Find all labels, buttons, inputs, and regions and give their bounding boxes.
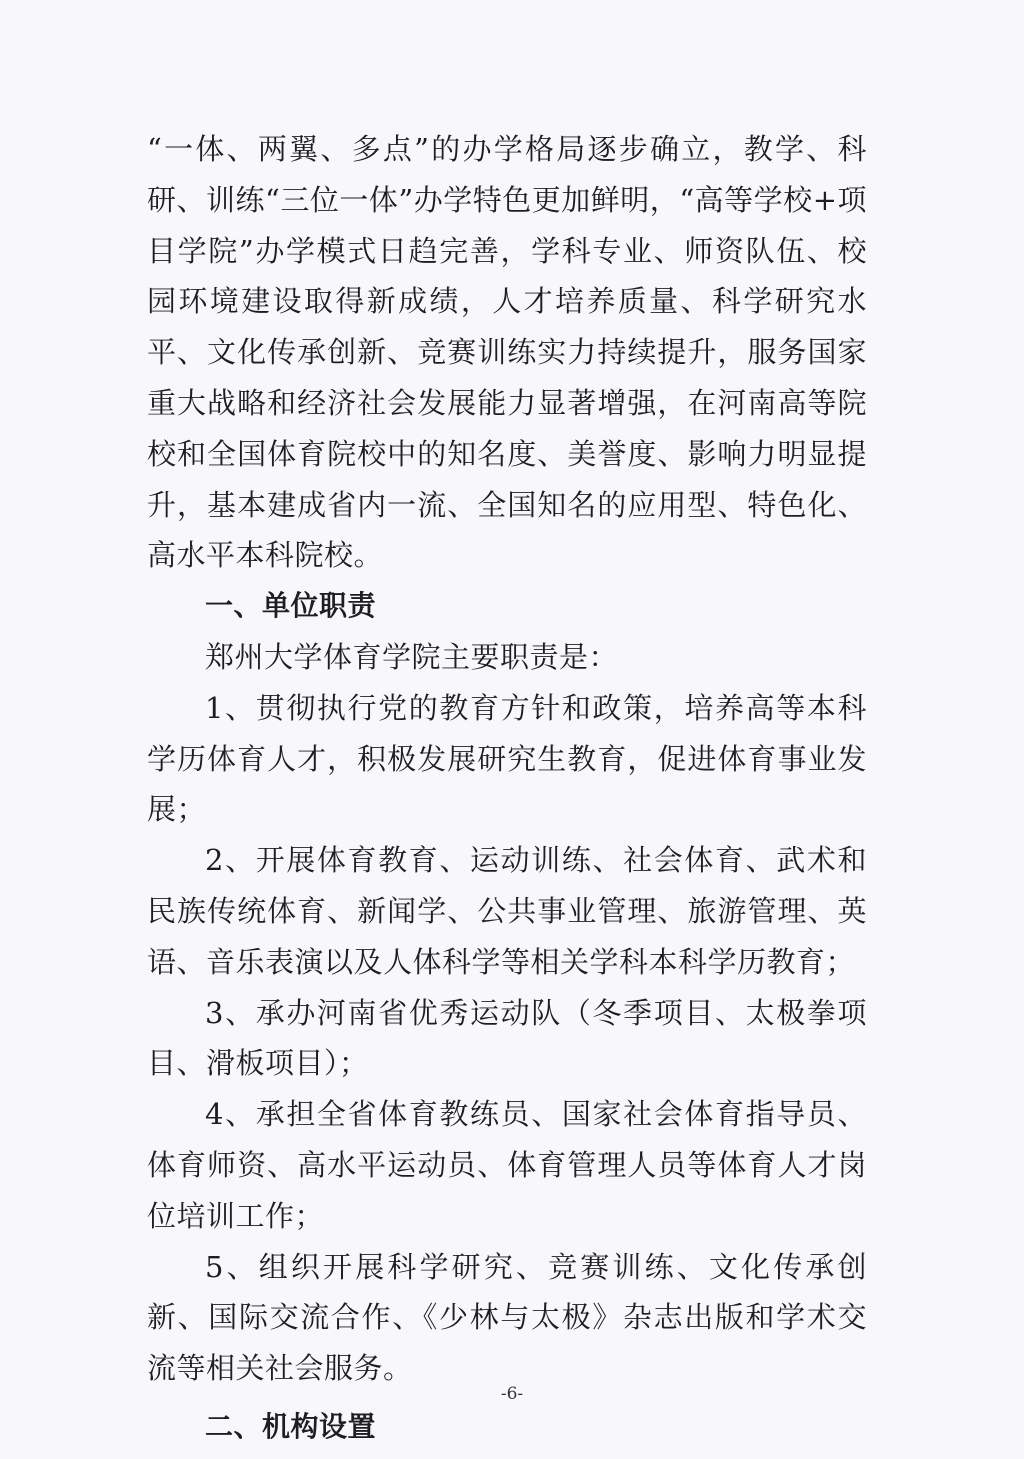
section-heading-duties: 一、单位职责	[205, 589, 377, 623]
document-body	[147, 124, 867, 1453]
intro-paragraph: “一体、两翼、多点”的办学格局逐步确立，教学、科研、训练“三位一体”办学特色更加鲜明，“高等学校+项目学院”办学模式日趋完善，学科专业、师资队伍、校园环境建设取得新成绩，人才培养质量、科学研究水平、文化传承创新、竞赛训练实力持续提升，服务国家重大战略和经济社会发展能力显著增强，在河南高等院校和全国体育院校中的知名度、美誉度、影响力明显提升，基本建成省内一流、全国知名的应用型、特色化、高水平本科院校。	[147, 132, 867, 573]
duties-lead: 郑州大学体育学院主要职责是：	[205, 639, 619, 674]
section-heading-organization: 二、机构设置	[205, 1409, 377, 1443]
duty-item-1: 1、贯彻执行党的教育方针和政策，培养高等本科学历体育人才，积极发展研究生教育，促进体育事业发展；	[147, 690, 867, 827]
duty-item-2: 2、开展体育教育、运动训练、社会体育、武术和民族传统体育、新闻学、公共事业管理、旅游管理、英语、音乐表演以及人体科学等相关学科本科学历教育；	[147, 843, 867, 979]
page-number: -6-	[500, 1384, 524, 1404]
duty-item-5: 5、组织开展科学研究、竞赛训练、文化传承创新、国际交流合作、《少林与太极》杂志出版和学术交流等相关社会服务。	[147, 1249, 867, 1386]
duty-item-4: 4、承担全省体育教练员、国家社会体育指导员、体育师资、高水平运动员、体育管理人员等体育人才岗位培训工作；	[147, 1097, 867, 1233]
duty-item-3: 3、承办河南省优秀运动队（冬季项目、太极拳项目、滑板项目）；	[147, 995, 867, 1081]
